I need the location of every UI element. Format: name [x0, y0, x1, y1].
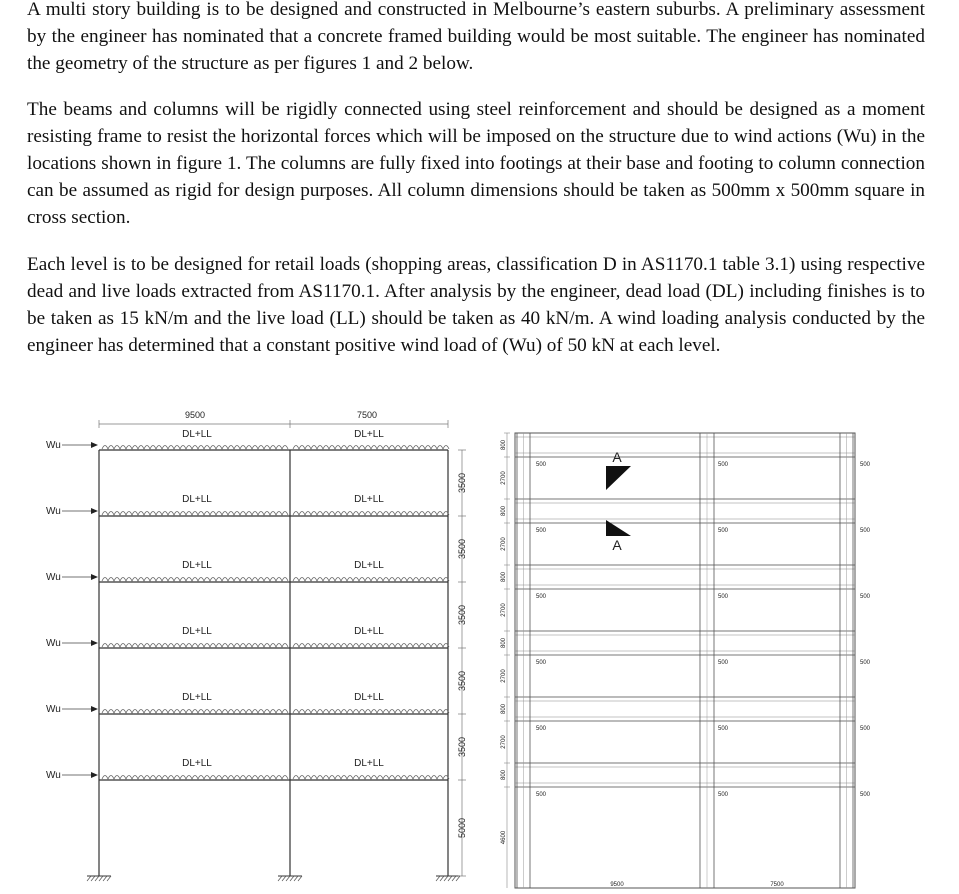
fig1-support-hatch	[87, 876, 91, 881]
fig2-column-width-label: 500	[718, 594, 729, 600]
fig1-storey-height: 3500	[457, 736, 467, 758]
fig1-load-label: DL+LL	[354, 692, 384, 703]
fig1-load-label: DL+LL	[182, 429, 212, 440]
fig2-beam-depth-label: 800	[501, 505, 507, 517]
fig1-wind-arrowhead	[91, 442, 98, 448]
fig2-clear-height-label: 2700	[501, 735, 507, 749]
fig1-distributed-load	[293, 446, 449, 450]
fig1-support-hatch	[298, 876, 302, 881]
fig2-column-width-label: 500	[536, 726, 547, 732]
fig2-beam	[515, 565, 855, 589]
fig2-column-width-label: 500	[536, 792, 547, 798]
fig1-load-label: DL+LL	[354, 560, 384, 571]
fig2-section-mark-label: A	[612, 449, 622, 465]
fig1-distributed-load	[102, 776, 288, 780]
fig1-wind-label: Wu	[46, 506, 61, 517]
fig1-support-hatch	[290, 876, 294, 881]
fig1-wind-label: Wu	[46, 440, 61, 451]
fig1-support-hatch	[278, 876, 282, 881]
fig2-column-width-label: 500	[718, 462, 729, 468]
frame-paragraph: The beams and columns will be rigidly connected using steel reinforcement and should be designed as a moment resisting frame to resist the horizontal forces which will be imposed on the structure due to wind actions (Wu) in the locations shown in figure 1. The columns are fully fixed into footings at their base and footing to column connection can be assumed as rigid for design purposes. All column dimensions should be taken as 500mm x 500mm square in cross section.	[27, 99, 925, 228]
fig2-column-width-label: 500	[536, 528, 547, 534]
fig2-column-width-label: 500	[860, 660, 871, 666]
fig1-storey-height: 3500	[457, 604, 467, 626]
fig1-support-hatch	[444, 876, 448, 881]
fig1-wind-label: Wu	[46, 704, 61, 715]
fig2-section-marker	[606, 520, 631, 536]
fig1-support-hatch	[99, 876, 103, 881]
fig2-section-mark-label: A	[612, 537, 622, 553]
fig1-storey-height: 3500	[457, 472, 467, 494]
figure-1-frame-elevation	[46, 410, 467, 881]
fig1-support-hatch	[456, 876, 460, 881]
fig2-beam	[515, 499, 855, 523]
fig2-clear-height-label: 2700	[501, 537, 507, 551]
fig1-support-hatch	[436, 876, 440, 881]
fig1-wind-arrowhead	[91, 640, 98, 646]
fig1-load-label: DL+LL	[354, 429, 384, 440]
fig1-storey-height: 3500	[457, 670, 467, 692]
fig1-wind-label: Wu	[46, 572, 61, 583]
fig1-wind-arrowhead	[91, 772, 98, 778]
fig1-wind-arrowhead	[91, 508, 98, 514]
fig1-load-label: DL+LL	[182, 626, 212, 637]
fig2-beam	[515, 697, 855, 721]
fig1-load-label: DL+LL	[182, 494, 212, 505]
fig1-load-label: DL+LL	[354, 758, 384, 769]
fig1-load-label: DL+LL	[354, 494, 384, 505]
fig1-support-hatch	[282, 876, 286, 881]
fig2-beam-depth-label: 800	[501, 769, 507, 781]
fig2-beam-depth-label: 800	[501, 637, 507, 649]
fig2-beam-depth-label: 800	[501, 439, 507, 451]
fig1-load-label: DL+LL	[354, 626, 384, 637]
fig1-distributed-load	[293, 710, 449, 714]
fig1-support-hatch	[440, 876, 444, 881]
fig2-clear-height-label: 4600	[501, 830, 507, 845]
fig2-beam	[515, 631, 855, 655]
fig1-storey-height: 5000	[457, 817, 467, 839]
fig2-column-width-label: 500	[860, 462, 871, 468]
figure-2-structural-section	[501, 433, 871, 888]
fig2-beam	[515, 763, 855, 787]
fig1-support-hatch	[452, 876, 456, 881]
fig2-beam-depth-label: 800	[501, 703, 507, 715]
fig1-distributed-load	[293, 644, 449, 648]
fig2-span-label: 7500	[770, 882, 784, 888]
fig1-wind-arrowhead	[91, 574, 98, 580]
fig1-support-hatch	[286, 876, 290, 881]
fig1-load-label: DL+LL	[182, 560, 212, 571]
fig1-distributed-load	[293, 512, 449, 516]
fig2-span-label: 9500	[610, 882, 624, 888]
fig2-section-marker	[606, 466, 631, 490]
fig1-support-hatch	[107, 876, 111, 881]
fig2-beam	[515, 433, 855, 457]
fig2-clear-height-label: 2700	[501, 603, 507, 617]
fig1-distributed-load	[102, 512, 288, 516]
fig2-column-width-label: 500	[536, 462, 547, 468]
fig1-distributed-load	[102, 644, 288, 648]
fig2-column-width-label: 500	[718, 726, 729, 732]
fig1-distributed-load	[293, 578, 449, 582]
fig1-wind-label: Wu	[46, 638, 61, 649]
fig1-load-label: DL+LL	[182, 758, 212, 769]
loads-paragraph: Each level is to be designed for retail loads (shopping areas, classification D in AS1170.1 table 3.1) using respective dead and live loads extracted from AS1170.1. After analysis by the engineer, dead load (DL) including finishes is to be taken as 15 kN/m and the live load (LL) should be taken as 40 kN/m. A wind loading analysis conducted by the engineer has determined that a constant positive wind load of (Wu) of 50 kN at each level.	[27, 254, 925, 356]
fig1-support-hatch	[103, 876, 107, 881]
fig2-column-width-label: 500	[718, 792, 729, 798]
fig2-column-width-label: 500	[536, 660, 547, 666]
fig2-column-width-label: 500	[860, 528, 871, 534]
fig2-clear-height-label: 2700	[501, 669, 507, 683]
fig2-beam-depth-label: 800	[501, 571, 507, 583]
fig1-support-hatch	[294, 876, 298, 881]
fig1-distributed-load	[102, 710, 288, 714]
fig1-load-label: DL+LL	[182, 692, 212, 703]
fig1-support-hatch	[95, 876, 99, 881]
fig2-column-width-label: 500	[718, 660, 729, 666]
fig1-storey-height: 3500	[457, 538, 467, 560]
fig2-column-width-label: 500	[536, 594, 547, 600]
fig1-distributed-load	[102, 578, 288, 582]
fig2-column-width-label: 500	[860, 726, 871, 732]
fig2-outline	[515, 433, 855, 888]
fig1-distributed-load	[293, 776, 449, 780]
fig1-span-label: 7500	[356, 410, 378, 420]
fig2-column-width-label: 500	[860, 792, 871, 798]
intro-paragraph: A multi story building is to be designed and constructed in Melbourne’s eastern suburbs. A preliminary assessment by the engineer has nominated that a concrete framed building would be most suitable. The engineer has nominated the geometry of the structure as per figures 1 and 2 below.	[27, 0, 925, 74]
fig1-span-label: 9500	[184, 410, 206, 420]
fig1-support-hatch	[91, 876, 95, 881]
fig2-column-width-label: 500	[718, 528, 729, 534]
fig1-support-hatch	[448, 876, 452, 881]
fig1-wind-arrowhead	[91, 706, 98, 712]
fig1-distributed-load	[102, 446, 288, 450]
fig2-clear-height-label: 2700	[501, 471, 507, 485]
fig2-column-width-label: 500	[860, 594, 871, 600]
fig1-wind-label: Wu	[46, 770, 61, 781]
